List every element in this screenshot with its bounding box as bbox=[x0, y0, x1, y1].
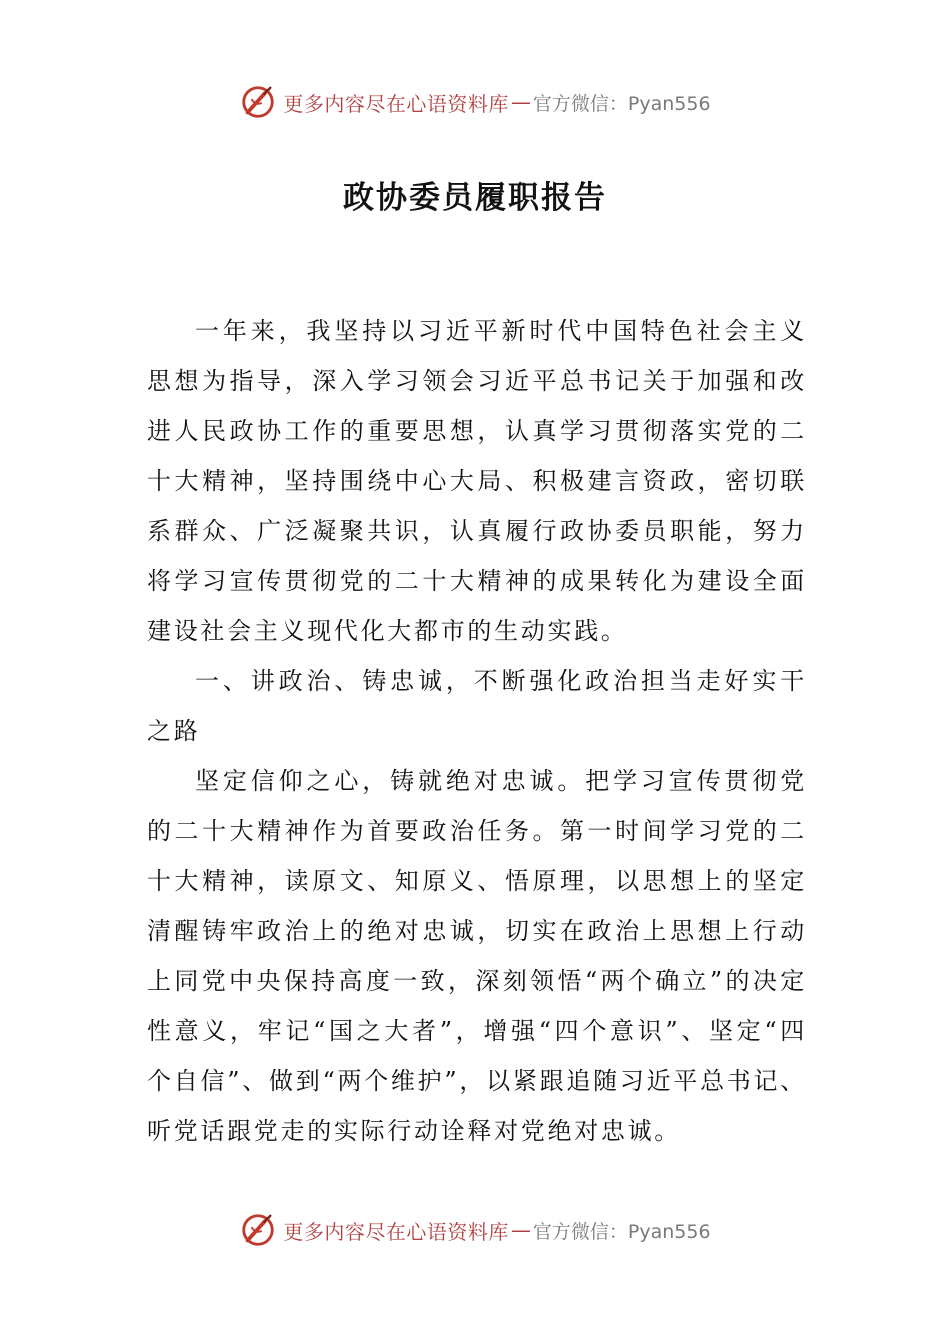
paragraph-section-1: 坚定信仰之心，铸就绝对忠诚。把学习宣传贯彻党的二十大精神作为首要政治任务。第一时间学习党的二十大精神，读原文、知原义、悟原理，以思想上的坚定清醒铸牢政治上的绝对忠诚，切实在政治上思想上行动上同党中央保持高度一致，深刻领悟“两个确立”的决定性意义，牢记“国之大者”，增强“四个意识”、坚定“四个自信”、做到“两个维护”，以紧跟追随习近平总书记、听党话跟党走的实际行动诠释对党绝对忠诚。 bbox=[147, 767, 807, 1145]
document-title: 政协委员履职报告 bbox=[343, 180, 607, 216]
paragraph-intro: 一年来，我坚持以习近平新时代中国特色社会主义思想为指导，深入学习领会习近平总书记关于加强和改进人民政协工作的重要思想，认真学习贯彻落实党的二十大精神，坚持围绕中心大局、积极建言资政，密切联系群众、广泛凝聚共识，认真履行政协委员职能，努力将学习宣传贯彻党的二十大精神的成果转化为建设全面建设社会主义现代化大都市的生动实践。 bbox=[147, 317, 807, 645]
watermark-wechat: 官方微信：Pyan556 bbox=[532, 92, 711, 115]
watermark-separator: — bbox=[510, 1218, 531, 1242]
watermark-separator: — bbox=[510, 90, 531, 114]
document-body bbox=[147, 306, 807, 1156]
footer-watermark bbox=[0, 1208, 950, 1252]
brush-logo-icon bbox=[239, 83, 277, 121]
watermark-text: 更多内容尽在心语资料库 bbox=[283, 1219, 509, 1244]
section-heading-1: 一、讲政治、铸忠诚，不断强化政治担当走好实干之路 bbox=[147, 667, 807, 745]
header-watermark bbox=[0, 80, 950, 124]
watermark-wechat: 官方微信：Pyan556 bbox=[532, 1220, 711, 1243]
watermark-text: 更多内容尽在心语资料库 bbox=[283, 91, 509, 116]
brush-logo-icon bbox=[239, 1211, 277, 1249]
